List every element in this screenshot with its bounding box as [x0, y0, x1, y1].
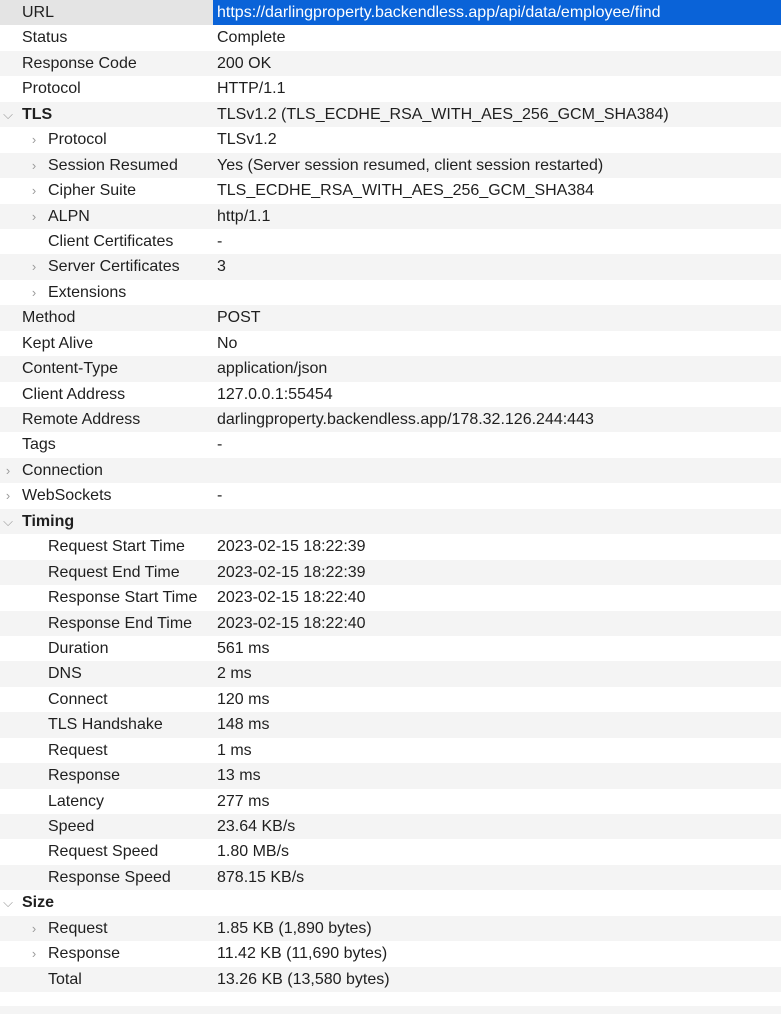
- row-duration[interactable]: [0, 636, 781, 661]
- chevron-right-icon[interactable]: ›: [31, 208, 37, 224]
- row-response-end-time[interactable]: [0, 611, 781, 636]
- row-connection[interactable]: [0, 458, 781, 483]
- empty-row: [0, 1006, 781, 1014]
- row-key: Cipher Suite: [48, 182, 137, 200]
- row-key: Request Speed: [48, 843, 159, 861]
- row-key: Response End Time: [48, 614, 193, 632]
- row-key: Client Address: [22, 385, 126, 403]
- row-tls-protocol[interactable]: [0, 127, 781, 152]
- chevron-down-icon[interactable]: ⌵: [3, 513, 13, 529]
- row-tls-handshake[interactable]: [0, 712, 781, 737]
- row-key: TLS: [22, 105, 53, 123]
- row-key: Timing: [22, 512, 75, 530]
- row-request-start-time[interactable]: [0, 534, 781, 559]
- row-value: 561 ms: [217, 639, 270, 657]
- row-response-start-time[interactable]: [0, 585, 781, 610]
- row-response-speed[interactable]: [0, 865, 781, 890]
- row-key: Request End Time: [48, 563, 180, 581]
- row-key: Kept Alive: [22, 334, 94, 352]
- row-value: 1.80 MB/s: [217, 843, 290, 861]
- row-key: Total: [48, 970, 82, 988]
- row-value: http/1.1: [217, 207, 271, 225]
- row-size-total[interactable]: [0, 967, 781, 992]
- row-remote-address[interactable]: [0, 407, 781, 432]
- row-kept-alive[interactable]: [0, 331, 781, 356]
- row-method[interactable]: [0, 305, 781, 330]
- row-value: 1.85 KB (1,890 bytes): [217, 919, 372, 937]
- row-status[interactable]: [0, 25, 781, 50]
- row-value: Complete: [217, 29, 286, 47]
- row-value: darlingproperty.backendless.app/178.32.126.244:443: [217, 411, 594, 428]
- chevron-right-icon[interactable]: ›: [31, 946, 37, 962]
- row-key: Response: [48, 767, 121, 785]
- row-size[interactable]: [0, 890, 781, 915]
- row-size-response[interactable]: [0, 941, 781, 966]
- row-timing-request[interactable]: [0, 738, 781, 763]
- chevron-right-icon[interactable]: ›: [5, 462, 11, 478]
- row-key: Protocol: [22, 80, 81, 98]
- row-session-resumed[interactable]: [0, 153, 781, 178]
- row-value: -: [217, 436, 223, 454]
- row-key: Request: [48, 919, 108, 937]
- row-value: 277 ms: [217, 792, 270, 810]
- row-key: Speed: [48, 818, 95, 835]
- row-value: 11.42 KB (11,690 bytes): [217, 945, 388, 963]
- chevron-right-icon[interactable]: ›: [31, 259, 37, 275]
- row-alpn[interactable]: [0, 204, 781, 229]
- row-value: 2023-02-15 18:22:39: [217, 563, 366, 581]
- row-value: TLSv1.2 (TLS_ECDHE_RSA_WITH_AES_256_GCM_SHA384): [217, 105, 669, 123]
- row-key: Request Start Time: [48, 538, 185, 556]
- row-key: Response: [48, 945, 121, 963]
- row-value: 3: [217, 258, 226, 276]
- row-key: WebSockets: [22, 487, 112, 505]
- row-key: Extensions: [48, 283, 127, 301]
- row-value: 148 ms: [217, 716, 270, 734]
- row-key: Server Certificates: [48, 258, 180, 276]
- row-connect[interactable]: [0, 687, 781, 712]
- row-url[interactable]: [0, 0, 781, 25]
- row-key: Connection: [22, 461, 103, 479]
- row-value: POST: [217, 309, 261, 327]
- row-value: No: [217, 334, 238, 352]
- row-key: Response Code: [22, 54, 137, 72]
- row-key: Size: [22, 894, 55, 912]
- row-key: Request: [48, 741, 108, 759]
- row-key: TLS Handshake: [48, 716, 163, 734]
- row-value: 2023-02-15 18:22:40: [217, 589, 366, 607]
- row-request-end-time[interactable]: [0, 560, 781, 585]
- row-value: -: [217, 487, 223, 505]
- row-value-selected[interactable]: https://darlingproperty.backendless.app/api/data/employee/find: [213, 0, 781, 25]
- row-cipher-suite[interactable]: [0, 178, 781, 203]
- row-value: HTTP/1.1: [217, 80, 286, 98]
- row-tags[interactable]: [0, 432, 781, 457]
- row-key: Session Resumed: [48, 156, 178, 174]
- row-value: 2023-02-15 18:22:39: [217, 538, 366, 556]
- chevron-down-icon[interactable]: ⌵: [3, 895, 13, 911]
- chevron-right-icon[interactable]: ›: [31, 183, 37, 199]
- chevron-right-icon[interactable]: ›: [31, 920, 37, 936]
- row-key: Client Certificates: [48, 232, 174, 250]
- row-value: TLS_ECDHE_RSA_WITH_AES_256_GCM_SHA384: [217, 182, 595, 200]
- empty-row: [0, 992, 781, 1006]
- row-timing-response[interactable]: [0, 763, 781, 788]
- row-value: application/json: [217, 360, 328, 378]
- row-value: 2023-02-15 18:22:40: [217, 614, 366, 632]
- row-key: ALPN: [48, 207, 90, 225]
- chevron-right-icon[interactable]: ›: [31, 157, 37, 173]
- row-key: Protocol: [48, 131, 107, 149]
- chevron-right-icon[interactable]: ›: [31, 132, 37, 148]
- row-value: 127.0.0.1:55454: [217, 385, 333, 403]
- row-value: -: [217, 232, 223, 250]
- row-extensions[interactable]: [0, 280, 781, 305]
- row-value: 23.64 KB/s: [217, 818, 296, 835]
- chevron-right-icon[interactable]: ›: [5, 488, 11, 504]
- chevron-down-icon[interactable]: ⌵: [3, 106, 13, 122]
- row-value: 1 ms: [217, 741, 252, 759]
- row-tls[interactable]: [0, 102, 781, 127]
- row-speed[interactable]: [0, 814, 781, 839]
- row-key: Response Start Time: [48, 589, 198, 607]
- row-timing[interactable]: [0, 509, 781, 534]
- row-content-type[interactable]: [0, 356, 781, 381]
- row-request-speed[interactable]: [0, 839, 781, 864]
- row-value: 13.26 KB (13,580 bytes): [217, 970, 390, 988]
- row-value: 13 ms: [217, 767, 261, 785]
- row-key: Tags: [22, 436, 56, 454]
- row-client-certificates[interactable]: [0, 229, 781, 254]
- row-protocol[interactable]: [0, 76, 781, 101]
- row-value: 878.15 KB/s: [217, 868, 305, 886]
- row-key: URL: [22, 4, 55, 21]
- row-key: DNS: [48, 665, 82, 683]
- row-key: Duration: [48, 639, 109, 657]
- row-client-address[interactable]: [0, 382, 781, 407]
- row-websockets[interactable]: [0, 483, 781, 508]
- row-response-code[interactable]: [0, 51, 781, 76]
- row-latency[interactable]: [0, 789, 781, 814]
- row-value: TLSv1.2: [217, 131, 277, 149]
- row-key: Latency: [48, 792, 105, 810]
- row-value: Yes (Server session resumed, client session restarted): [217, 156, 604, 174]
- row-key: Content-Type: [22, 360, 119, 378]
- row-value: 200 OK: [217, 54, 272, 72]
- chevron-right-icon[interactable]: ›: [31, 284, 37, 300]
- row-key: Remote Address: [22, 411, 141, 428]
- row-size-request[interactable]: [0, 916, 781, 941]
- row-value: 120 ms: [217, 690, 270, 708]
- row-key: Connect: [48, 690, 108, 708]
- row-key: Status: [22, 29, 68, 47]
- row-key: Response Speed: [48, 868, 171, 886]
- row-dns[interactable]: [0, 661, 781, 686]
- row-value: 2 ms: [217, 665, 252, 683]
- row-key: Method: [22, 309, 76, 327]
- row-server-certificates[interactable]: [0, 254, 781, 279]
